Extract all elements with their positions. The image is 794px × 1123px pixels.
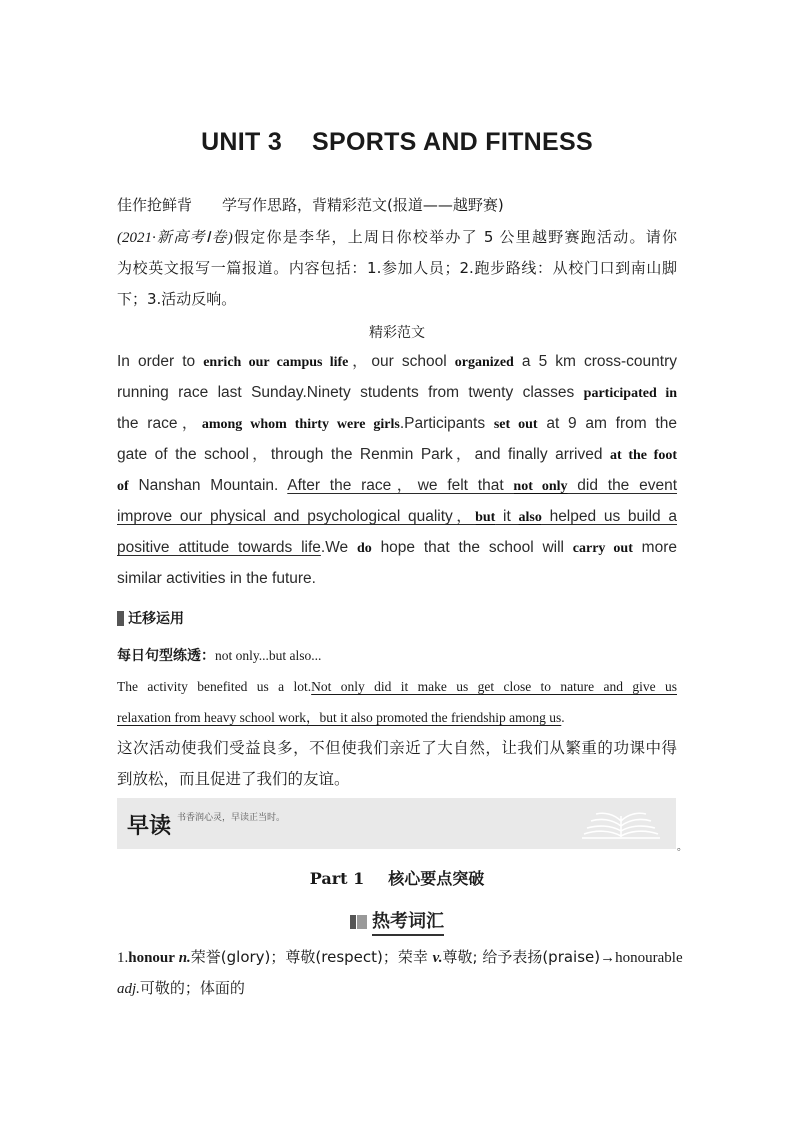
- transfer-heading: 迁移运用: [117, 608, 677, 628]
- morning-reading-banner: [117, 798, 676, 849]
- prompt-line-2: 为校英文报写一篇报道。内容包括：1.参加人员；2.跑步路线：从校门口到南山脚: [117, 259, 677, 277]
- vocab-heading: 热考词汇: [0, 907, 794, 936]
- unit-name: SPORTS AND FITNESS: [312, 128, 593, 156]
- intro-desc: 学写作思路，背精彩范文(报道——越野赛): [222, 196, 504, 214]
- sentence-drill: [117, 640, 677, 795]
- drill-label-line: 每日句型练透：not only...but also...: [117, 648, 322, 664]
- drill-en-line-1: The activity benefited us a lot.Not only did it make us get close to nature and give us: [117, 679, 677, 694]
- essay-line-3: the race，among whom thirty were girls.Participants set out at 9 am from the: [117, 415, 677, 432]
- drill-cn-line-2: 到放松，而且促进了我们的友谊。: [117, 770, 350, 788]
- essay-line-7: positive attitude towards life.We do hope that the school will carry out more: [117, 539, 677, 556]
- essay-line-8: similar activities in the future.: [117, 570, 316, 587]
- prompt-line-1: (2021·新高考Ⅰ卷)假定你是李华，上周日你校举办了 5 公里越野赛跑活动。请你: [117, 228, 677, 246]
- part-title: Part 1 核心要点突破: [309, 869, 485, 888]
- essay-line-5: of Nanshan Mountain. After the race，we felt that not only did the event: [117, 477, 678, 494]
- model-essay: [117, 346, 677, 594]
- banner-mark: 。: [677, 842, 687, 853]
- drill-en-line-2: relaxation from heavy school work，but it also promoted the friendship among us.: [117, 710, 565, 725]
- writing-prompt: [117, 222, 677, 315]
- section-marker-icon: [117, 611, 124, 626]
- vocab-entry-1: [117, 942, 683, 1004]
- entry-line-1: 1.honour n.荣誉(glory)；尊敬(respect)；荣幸 v.尊敬; 给予表扬(praise)→honourable: [117, 948, 683, 966]
- entry-word: honour: [128, 950, 175, 966]
- essay-line-1: In order to enrich our campus life，our school organized a 5 km cross-country: [117, 353, 678, 370]
- intro-label: 佳作抢鲜背: [117, 196, 193, 214]
- prompt-source: (2021·新高考Ⅰ卷): [117, 230, 233, 246]
- prompt-line-3: 下；3.活动反响。: [117, 290, 237, 308]
- section-intro: [117, 194, 677, 215]
- essay-line-2: running race last Sunday.Ninety students from twenty classes participated in: [117, 384, 677, 401]
- unit-number: UNIT 3: [201, 128, 283, 156]
- entry-line-2: adj.可敬的；体面的: [117, 979, 245, 997]
- section-marker-icon: [350, 914, 368, 930]
- essay-line-4: gate of the school，through the Renmin Park，and finally arrived at the foot: [117, 446, 678, 463]
- open-book-icon: [580, 806, 662, 842]
- banner-subtitle: 书香润心灵，早读正当时。: [177, 813, 286, 823]
- drill-cn-line-1: 这次活动使我们受益良多，不但使我们亲近了大自然，让我们从繁重的功课中得: [117, 739, 677, 757]
- model-heading: 精彩范文: [369, 325, 425, 341]
- banner-title: 早读: [127, 813, 172, 839]
- unit-title: [0, 128, 794, 157]
- essay-line-6: improve our physical and psychological quality，but it also helped us build a: [117, 508, 677, 525]
